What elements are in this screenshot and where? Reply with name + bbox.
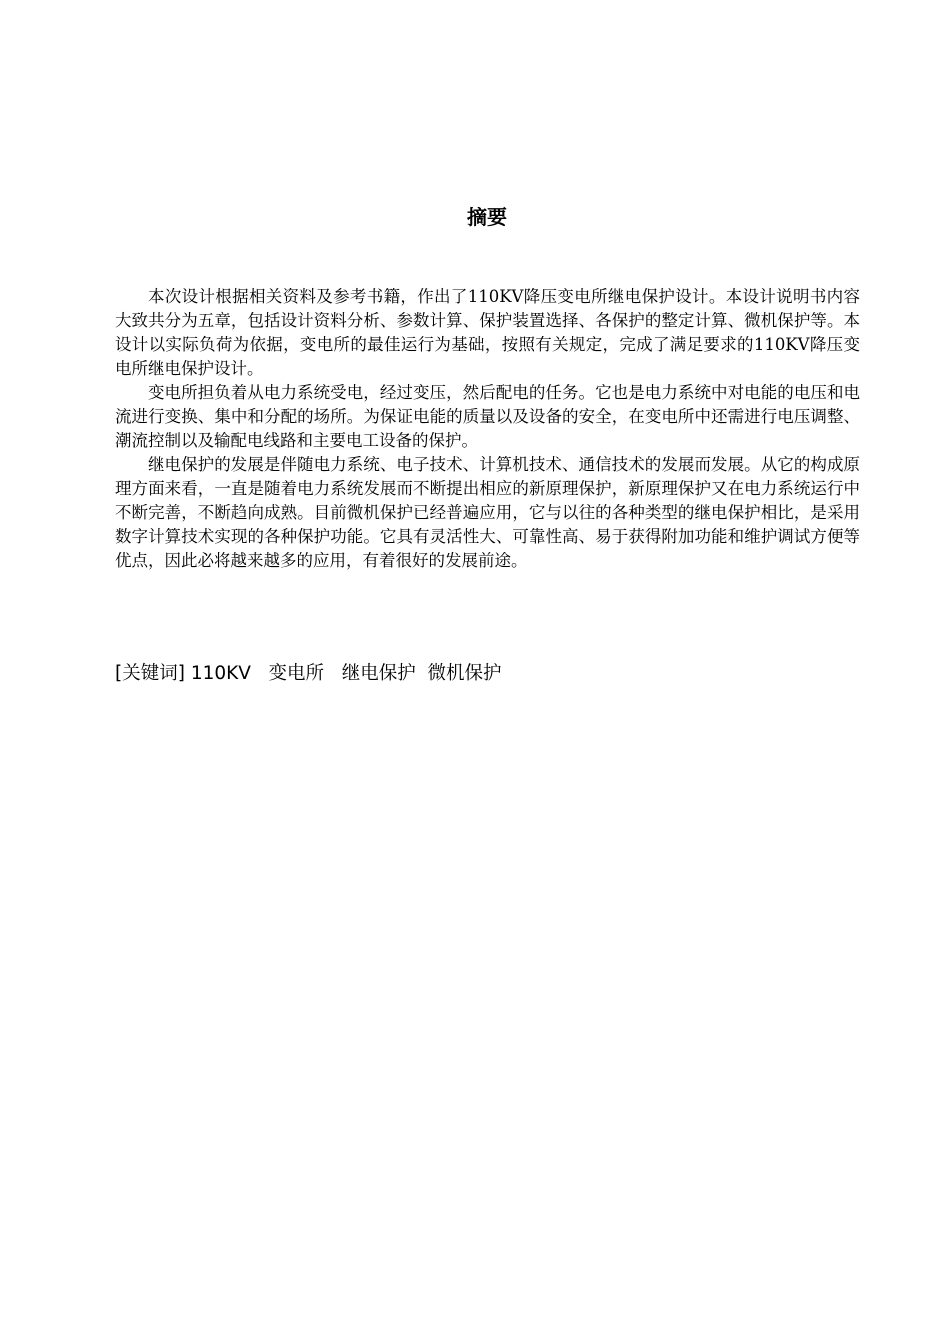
abstract-paragraph-2: 变电所担负着从电力系统受电，经过变压，然后配电的任务。它也是电力系统中对电能的电压和电流进行变换、集中和分配的场所。为保证电能的质量以及设备的安全，在变电所中还需进行电压调整、潮流控制以及输配电线路和主要电工设备的保护。 (115, 383, 860, 450)
abstract-paragraph-1: 本次设计根据相关资料及参考书籍，作出了110KV降压变电所继电保护设计。本设计说明书内容大致共分为五章，包括设计资料分析、参数计算、保护装置选择、各保护的整定计算、微机保护等。本设计以实际负荷为依据，变电所的最佳运行为基础，按照有关规定，完成了满足要求的110KV降压变电所继电保护设计。 (115, 287, 860, 378)
abstract-paragraph-3: 继电保护的发展是伴随电力系统、电子技术、计算机技术、通信技术的发展而发展。从它的构成原理方面来看，一直是随着电力系统发展而不断提出相应的新原理保护，新原理保护又在电力系统运行中不断完善，不断趋向成熟。目前微机保护已经普遍应用，它与以往的各种类型的继电保护相比，是采用数字计算技术实现的各种保护功能。它具有灵活性大、可靠性高、易于获得附加功能和维护调试方便等优点，因此必将越来越多的应用，有着很好的发展前途。 (115, 455, 860, 570)
page-title: 摘要 (467, 205, 507, 229)
keywords-line: [关键词] 110KV 变电所 继电保护 微机保护 (115, 663, 502, 684)
abstract-body (115, 285, 860, 573)
